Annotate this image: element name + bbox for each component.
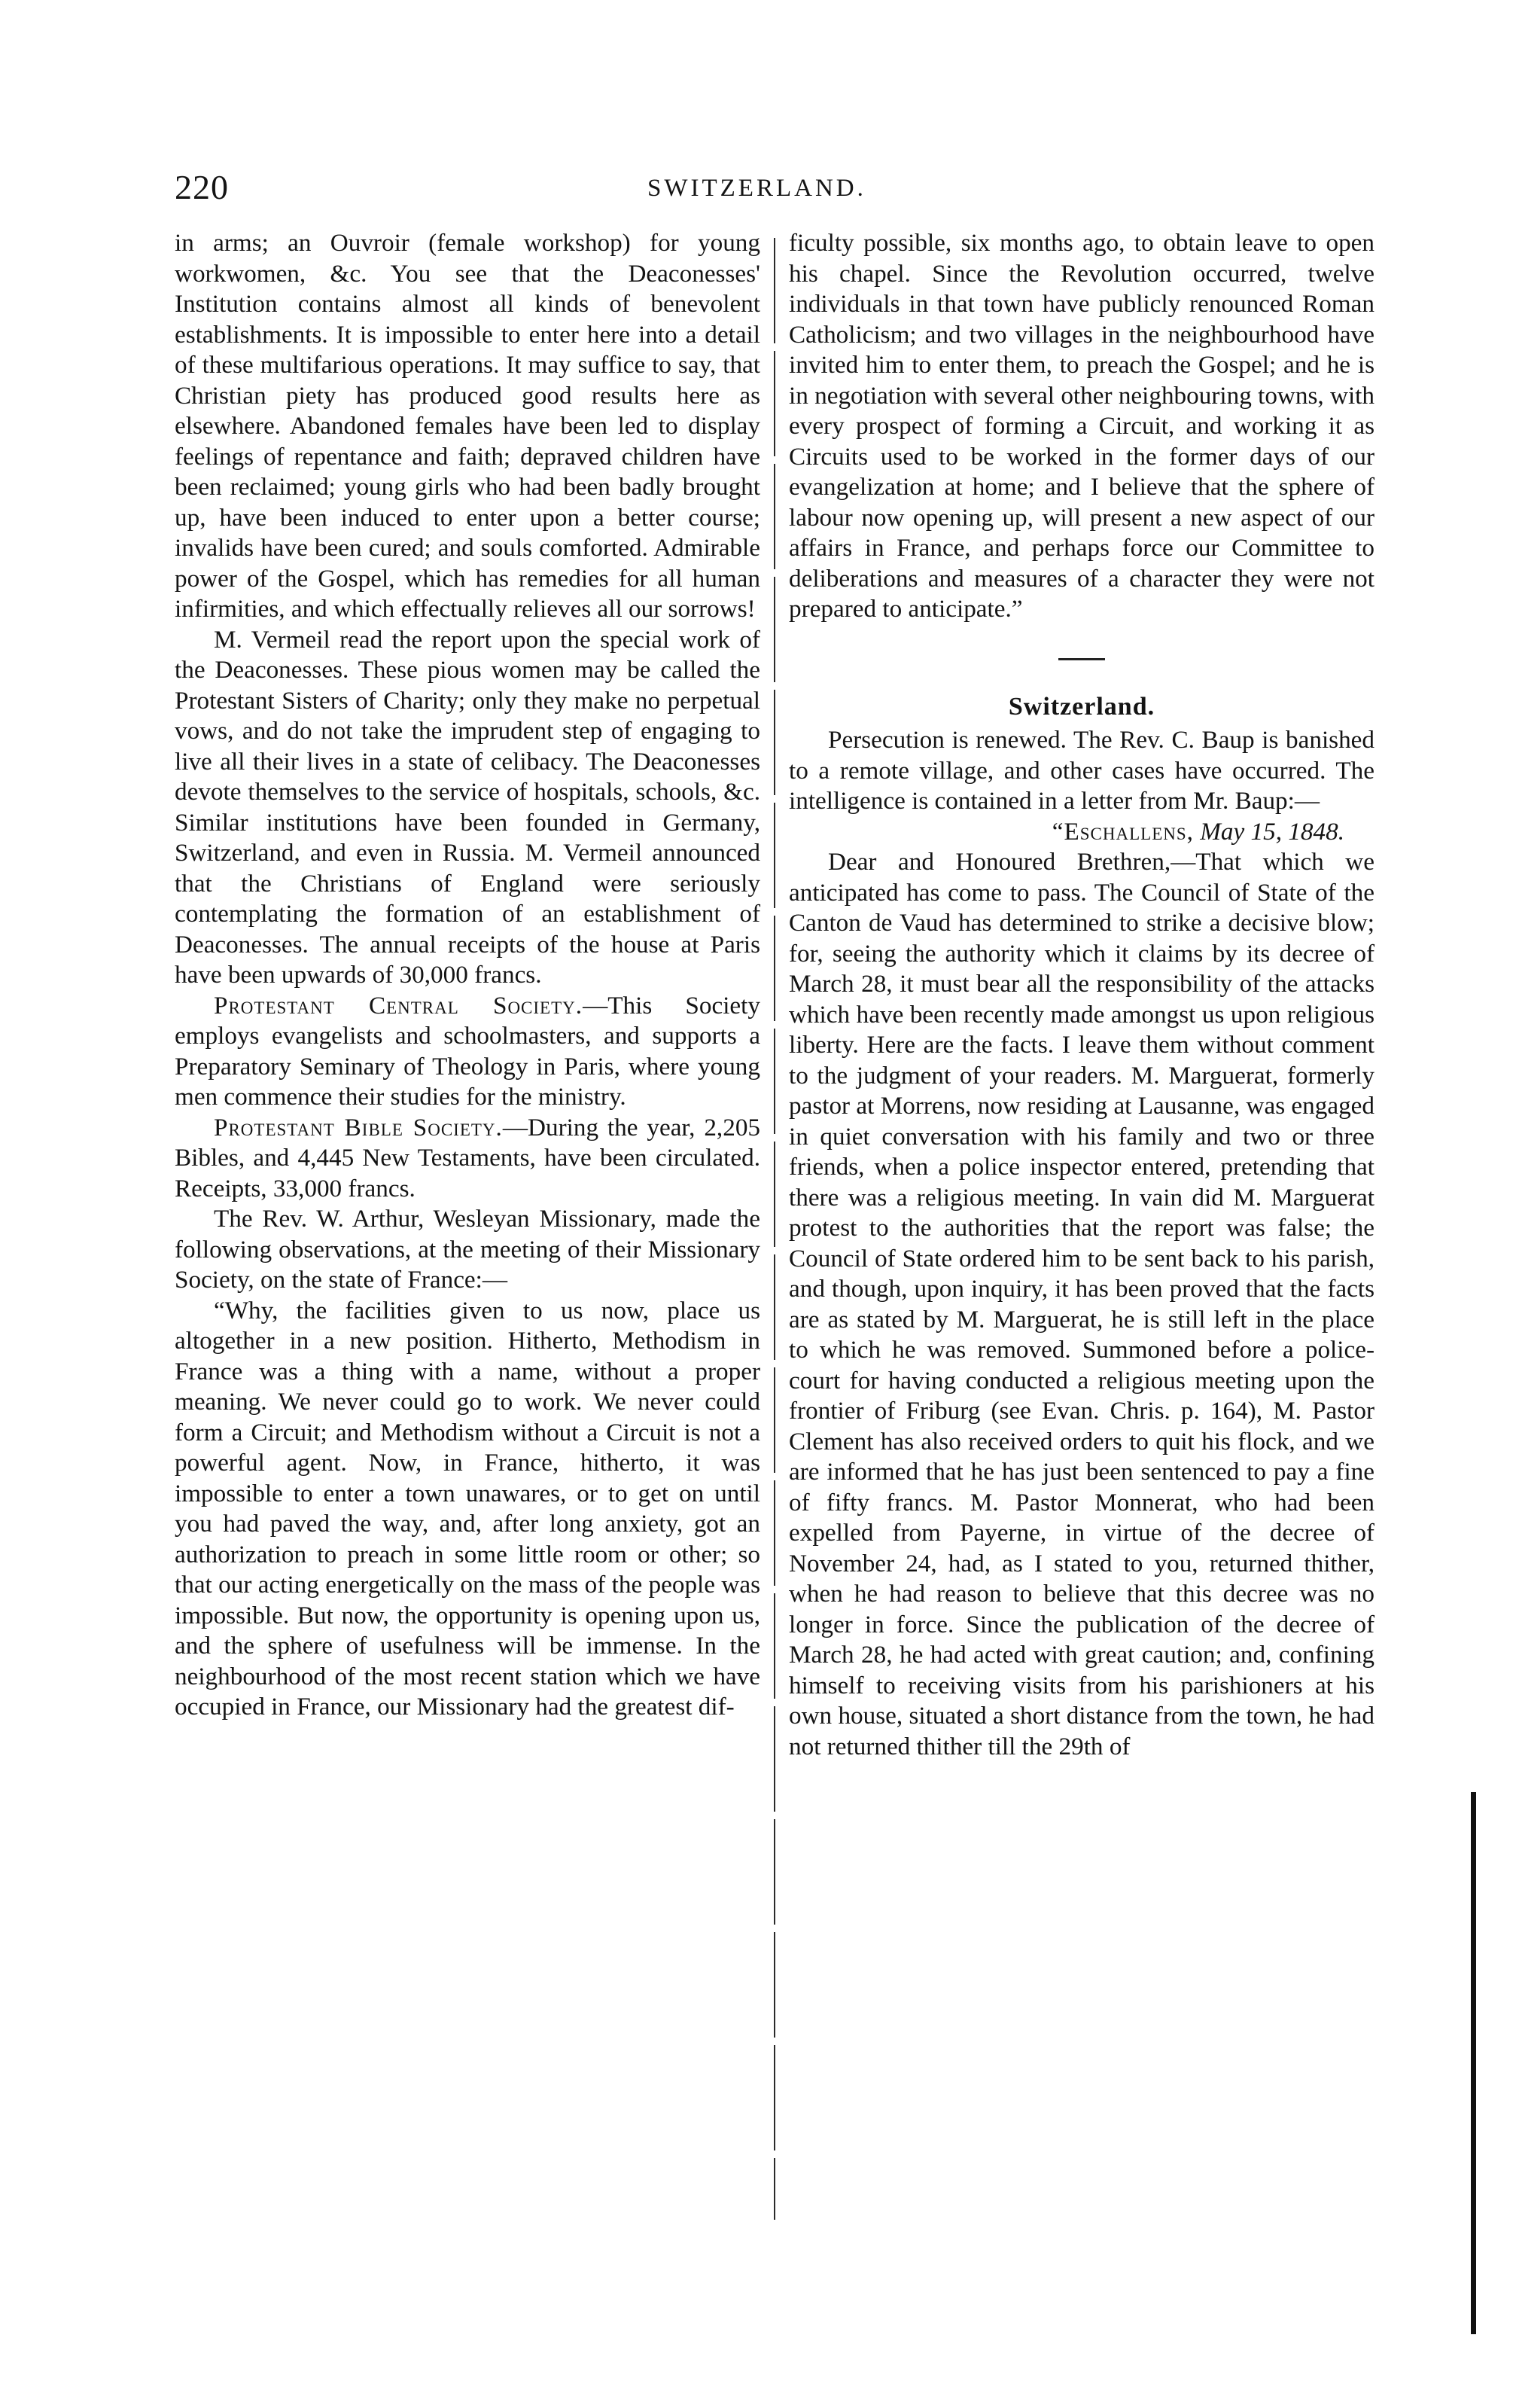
section-heading: Switzerland.	[1008, 692, 1155, 721]
section-divider	[1058, 658, 1105, 660]
paragraph-lead: Protestant Bible Society.	[214, 1113, 503, 1142]
left-column	[175, 228, 760, 1723]
running-title: SWITZERLAND.	[647, 175, 866, 202]
paragraph-lead: Protestant Central Society.	[214, 991, 583, 1020]
left-paragraph-1: in arms; an Ouvroir (female workshop) for young workwomen, &c. You see that the Deaconesses' Institution contains almost all kinds of benevolent establishments. It is impossible to enter here into a detail of these multifarious operations. It may suffice to say, that Christian piety has produced good results here as elsewhere. Abandoned females have been led to display feelings of repentance and faith; depraved children have been reclaimed; young girls who had been badly brought up, have been induced to enter upon a better course; invalids have been cured; and souls comforted. Admirable power of the Gospel, which has remedies for all human infirmities, and which effectually relieves all our sorrows!	[175, 229, 760, 623]
right-paragraph-3: Dear and Honoured Brethren,—That which we anticipated has come to pass. The Council of State of the Canton de Vaud has determined to strike a decisive blow; for, seeing the authority which it claims by its decree of March 28, it must bear all the responsibility of the attacks which have been recently made amongst us upon religious liberty. Here are the facts. I leave them without comment to the judgment of your readers. M. Marguerat, formerly pastor at Morrens, now residing at Lausanne, was engaged in quiet conversation with his family and two or three friends, when a police inspector entered, pretending that there was a religious meeting. In vain did M. Marguerat protest to the authorities that the report was false; the Council of State ordered him to be sent back to his parish, and though, upon inquiry, it has been proved that the facts are as stated by M. Marguerat, he is still left in the place to which he was removed. Summoned before a police-court for having conducted a religious meeting upon the frontier of Friburg (see Evan. Chris. p. 164), M. Pastor Clement has also received orders to quit his flock, and we are informed that he has just been sentenced to pay a fine of fifty francs. M. Pastor Monnerat, who had been expelled from Payerne, in virtue of the decree of November 24, had, as I stated to you, returned thither, when he had reason to believe that this decree was no longer in force. Since the publication of the decree of March 28, he had acted with great caution; and, confining himself to receiving visits from his parishioners at his own house, situated a short distance from the town, he had not returned thither till the 29th of	[789, 848, 1374, 1760]
left-paragraph-3	[175, 991, 760, 1113]
paragraph-body: —This Society employs evangelists and schoolmasters, and supports a Preparatory Seminary of Theology in Paris, where young men commence their studies for the ministry.	[175, 991, 760, 1111]
right-column	[789, 228, 1374, 1762]
letter-dateline	[789, 817, 1374, 848]
left-paragraph-4	[175, 1113, 760, 1205]
right-paragraph-1: ficulty possible, six months ago, to obtain leave to open his chapel. Since the Revolution occurred, twelve individuals in that town have publicly renounced Roman Catholicism; and two villages in the neighbourhood have invited him to enter them, to preach the Gospel; and he is in negotiation with several other neighbouring towns, with every prospect of forming a Circuit, and working it as Circuits used to be worked in the former days of our evangelization at home; and I believe that the sphere of labour now opening up, will present a new aspect of our affairs in France, and perhaps force our Committee to deliberations and measures of a character they were not prepared to anticipate.”	[789, 229, 1374, 623]
dateline-date: May 15, 1848.	[1200, 817, 1344, 846]
right-paragraph-2: Persecution is renewed. The Rev. C. Baup is banished to a remote village, and other cases have occurred. The intelligence is contained in a letter from Mr. Baup:—	[789, 726, 1374, 815]
left-paragraph-2: M. Vermeil read the report upon the special work of the Deaconesses. These pious women may be called the Protestant Sisters of Charity; only they make no perpetual vows, and do not take the imprudent step of engaging to live all their lives in a state of celibacy. The Deaconesses devote themselves to the service of hospitals, schools, &c. Similar institutions have been founded in Germany, Switzerland, and even in Russia. M. Vermeil announced that the Christians of England were seriously contemplating the formation of an establishment of Deaconesses. The annual receipts of the house at Paris have been upwards of 30,000 francs.	[175, 625, 760, 989]
paragraph-body: —During the year, 2,205 Bibles, and 4,445 New Testaments, have been circulated. Receipts, 33,000 francs.	[175, 1113, 761, 1202]
left-paragraph-5: The Rev. W. Arthur, Wesleyan Missionary, made the following observations, at the meeting of their Missionary Society, on the state of France:—	[175, 1205, 760, 1294]
left-paragraph-6: “Why, the facilities given to us now, place us altogether in a new position. Hitherto, Methodism in France was a thing with a name, without a proper meaning. We never could go to work. We never could form a Circuit; and Methodism without a Circuit is not a powerful agent. Now, in France, hitherto, it was impossible to enter a town unawares, or to get on until you had paved the way, and, after long anxiety, got an authorization to preach in some little room or other; so that our acting energetically on the mass of the people was impossible. But now, the opportunity is opening upon us, and the sphere of usefulness will be immense. In the neighbourhood of the most recent station which we have occupied in France, our Missionary had the greatest dif-	[175, 1296, 760, 1721]
dateline-place: “Eschallens,	[1052, 817, 1194, 846]
column-rule	[774, 238, 775, 2220]
page-number: 220	[175, 168, 229, 206]
page-edge-mark	[1471, 1792, 1476, 2334]
